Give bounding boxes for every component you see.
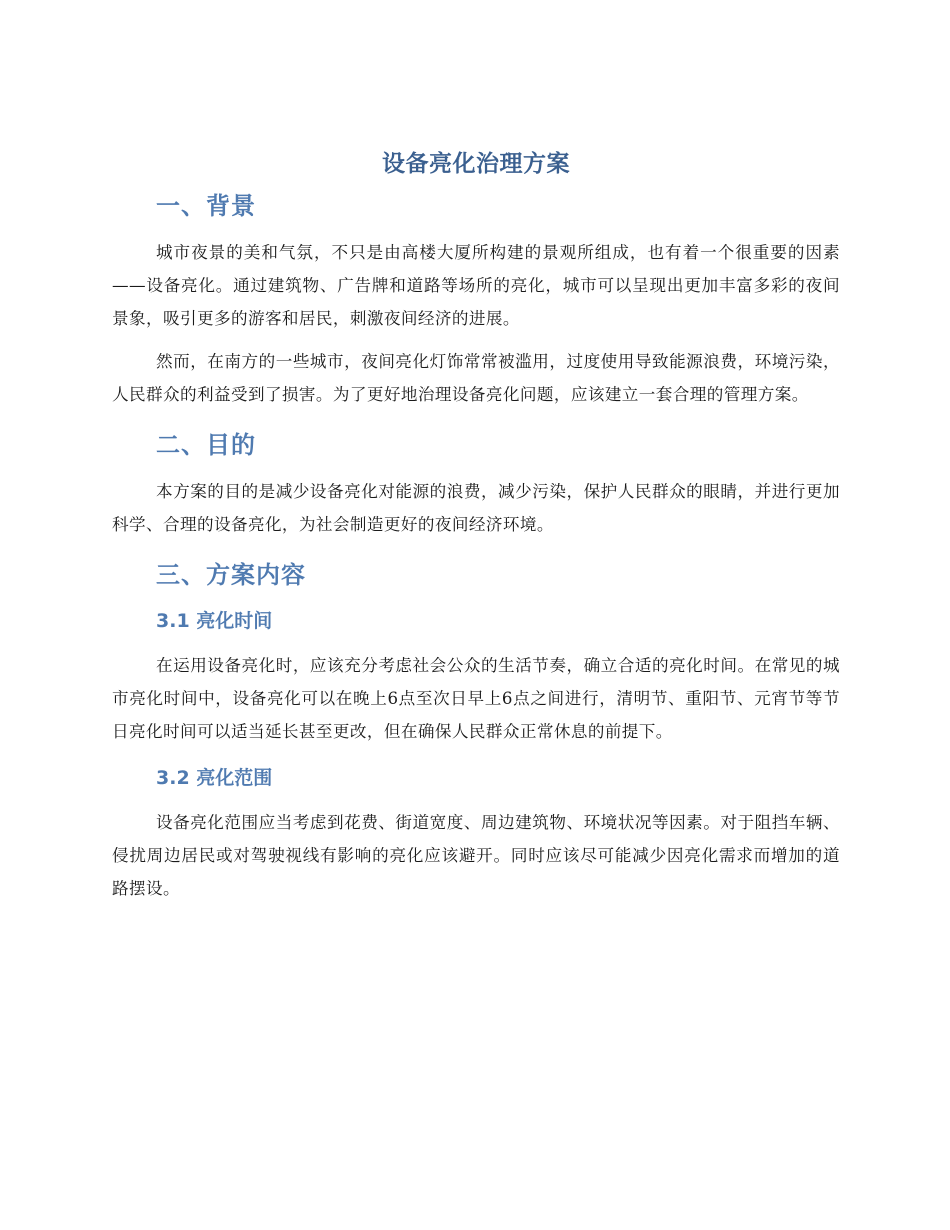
document-body bbox=[112, 148, 840, 915]
section-heading-background: 一、背景 bbox=[156, 192, 256, 220]
subsection-heading-scope: 3.2 亮化范围 bbox=[156, 767, 273, 789]
section-heading-plan: 三、方案内容 bbox=[156, 561, 306, 589]
lighting-time-paragraph: 在运用设备亮化时，应该充分考虑社会公众的生活节奏，确立合适的亮化时间。在常见的城市亮化时间中，设备亮化可以在晚上6点至次日早上6点之间进行，清明节、重阳节、元宵节等节日亮化时间可以适当延长甚至更改，但在确保人民群众正常休息的前提下。 bbox=[112, 656, 840, 741]
section-heading-purpose: 二、目的 bbox=[156, 431, 256, 459]
background-paragraph-2: 然而，在南方的一些城市，夜间亮化灯饰常常被滥用，过度使用导致能源浪费，环境污染，人民群众的利益受到了损害。为了更好地治理设备亮化问题，应该建立一套合理的管理方案。 bbox=[112, 352, 840, 404]
background-paragraph-1: 城市夜景的美和气氛，不只是由高楼大厦所构建的景观所组成，也有着一个很重要的因素——设备亮化。通过建筑物、广告牌和道路等场所的亮化，城市可以呈现出更加丰富多彩的夜间景象，吸引更多的游客和居民，刺激夜间经济的进展。 bbox=[112, 243, 840, 328]
purpose-paragraph: 本方案的目的是减少设备亮化对能源的浪费，减少污染，保护人民群众的眼睛，并进行更加科学、合理的设备亮化，为社会制造更好的夜间经济环境。 bbox=[112, 482, 840, 534]
document-title: 设备亮化治理方案 bbox=[382, 151, 570, 177]
lighting-scope-paragraph: 设备亮化范围应当考虑到花费、街道宽度、周边建筑物、环境状况等因素。对于阻挡车辆、侵扰周边居民或对驾驶视线有影响的亮化应该避开。同时应该尽可能减少因亮化需求而增加的道路摆设。 bbox=[112, 813, 840, 898]
subsection-heading-time: 3.1 亮化时间 bbox=[156, 610, 273, 632]
